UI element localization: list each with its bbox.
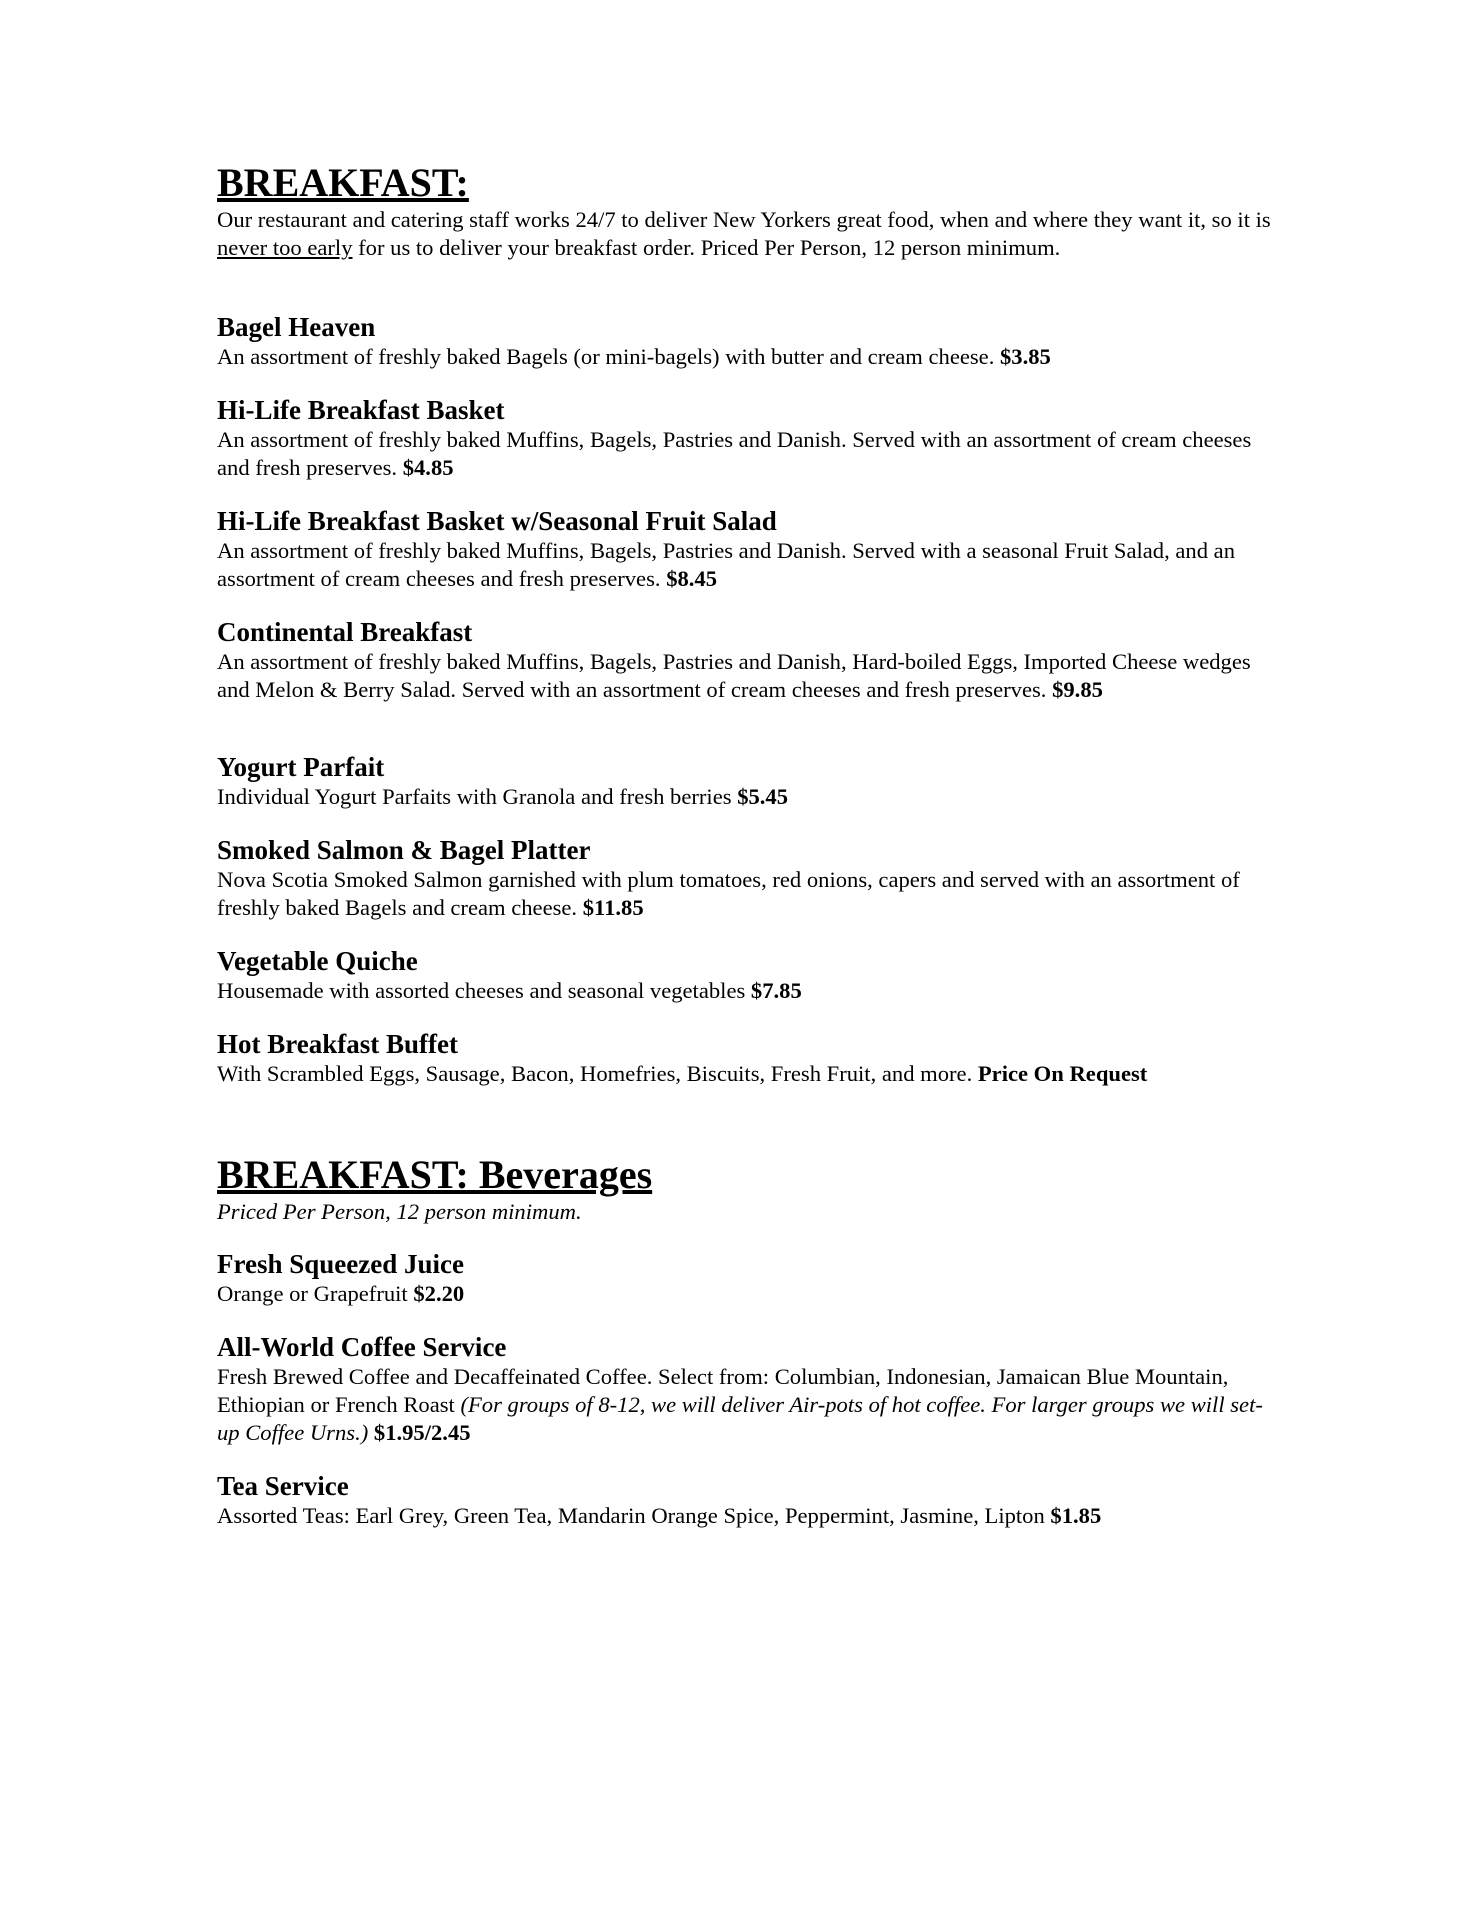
menu-page <box>217 160 1277 1530</box>
menu-item-continental-breakfast <box>217 616 1277 704</box>
item-price: $7.85 <box>750 978 802 1003</box>
menu-item-tea-service <box>217 1470 1277 1530</box>
item-description-text: An assortment of freshly baked Muffins, Bagels, Pastries and Danish. Served with an assortment of cream cheeses and fresh preserves. <box>217 427 1252 480</box>
item-title: Yogurt Parfait <box>217 752 385 782</box>
item-title: Continental Breakfast <box>217 617 473 647</box>
menu-item-hot-breakfast-buffet <box>217 1028 1277 1088</box>
item-price: $8.45 <box>666 566 718 591</box>
item-description-text: An assortment of freshly baked Muffins, Bagels, Pastries and Danish, Hard-boiled Eggs, Imported Cheese wedges and Melon & Berry Salad. Served with an assortment of cream cheeses and fresh preserves. <box>217 649 1251 702</box>
breakfast-intro-end: for us to deliver your breakfast order. Priced Per Person, 12 person minimum. <box>352 235 1061 260</box>
beverages-intro: Priced Per Person, 12 person minimum. <box>217 1199 582 1224</box>
item-description <box>217 1060 1277 1088</box>
item-title: Hi-Life Breakfast Basket w/Seasonal Fruit Salad <box>217 506 777 536</box>
item-title: Smoked Salmon & Bagel Platter <box>217 835 591 865</box>
item-price: Price On Request <box>977 1061 1148 1086</box>
item-description-text: Individual Yogurt Parfaits with Granola and fresh berries <box>217 784 738 809</box>
breakfast-heading: BREAKFAST: <box>217 160 469 205</box>
menu-item-yogurt-parfait <box>217 751 1277 811</box>
menu-item-vegetable-quiche <box>217 945 1277 1005</box>
item-description-text: With Scrambled Eggs, Sausage, Bacon, Homefries, Biscuits, Fresh Fruit, and more. <box>217 1061 978 1086</box>
breakfast-intro-start: Our restaurant and catering staff works 24/7 to deliver New Yorkers great food, when and where they want it, so it is <box>217 207 1271 232</box>
item-description <box>217 537 1277 593</box>
item-description-text: An assortment of freshly baked Bagels (or mini-bagels) with butter and cream cheese. <box>217 344 1000 369</box>
item-price: $3.85 <box>1000 344 1051 369</box>
item-title: Bagel Heaven <box>217 312 376 342</box>
item-price: $2.20 <box>413 1281 465 1306</box>
menu-item-fresh-juice <box>217 1248 1277 1308</box>
item-title: All-World Coffee Service <box>217 1332 507 1362</box>
item-title: Vegetable Quiche <box>217 946 418 976</box>
menu-item-smoked-salmon <box>217 834 1277 922</box>
breakfast-intro-underlined: never too early <box>217 235 353 260</box>
item-description-text: Housemade with assorted cheeses and seasonal vegetables <box>217 978 751 1003</box>
item-description-text: Assorted Teas: Earl Grey, Green Tea, Mandarin Orange Spice, Peppermint, Jasmine, Lipton <box>217 1503 1051 1528</box>
item-price: $5.45 <box>737 784 789 809</box>
beverages-heading: BREAKFAST: Beverages <box>217 1152 653 1197</box>
item-title: Fresh Squeezed Juice <box>217 1249 464 1279</box>
item-price: $11.85 <box>582 895 644 920</box>
menu-item-coffee-service <box>217 1331 1277 1447</box>
item-note: (For groups of 8-12, we will deliver Air-pots of hot coffee. For larger groups we will set-up Coffee Urns.) <box>217 1392 1263 1445</box>
menu-item-breakfast-basket-fruit <box>217 505 1277 593</box>
item-description <box>217 1280 1277 1308</box>
item-description <box>217 977 1277 1005</box>
item-description <box>217 783 1277 811</box>
item-title: Hot Breakfast Buffet <box>217 1029 458 1059</box>
item-description-text: Orange or Grapefruit <box>217 1281 414 1306</box>
item-price: $9.85 <box>1052 677 1103 702</box>
item-description-text: An assortment of freshly baked Muffins, Bagels, Pastries and Danish. Served with a seasonal Fruit Salad, and an assortment of cream cheeses and fresh preserves. <box>217 538 1235 591</box>
item-description-text: Fresh Brewed Coffee and Decaffeinated Coffee. Select from: Columbian, Indonesian, Jamaican Blue Mountain, Ethiopian or French Roast <box>217 1364 1229 1417</box>
item-description <box>217 426 1277 482</box>
item-title: Hi-Life Breakfast Basket <box>217 395 505 425</box>
item-price: $1.85 <box>1050 1503 1102 1528</box>
item-description <box>217 1363 1277 1447</box>
item-description <box>217 1502 1277 1530</box>
item-description <box>217 866 1277 922</box>
item-description <box>217 343 1277 371</box>
item-price: $4.85 <box>402 455 454 480</box>
item-description-text: Nova Scotia Smoked Salmon garnished with plum tomatoes, red onions, capers and served with an assortment of freshly baked Bagels and cream cheese. <box>217 867 1240 920</box>
menu-item-bagel-heaven <box>217 311 1277 371</box>
menu-item-breakfast-basket <box>217 394 1277 482</box>
item-title: Tea Service <box>217 1471 349 1501</box>
breakfast-intro <box>217 206 1277 262</box>
item-price: $1.95/2.45 <box>373 1420 471 1445</box>
item-description <box>217 648 1277 704</box>
